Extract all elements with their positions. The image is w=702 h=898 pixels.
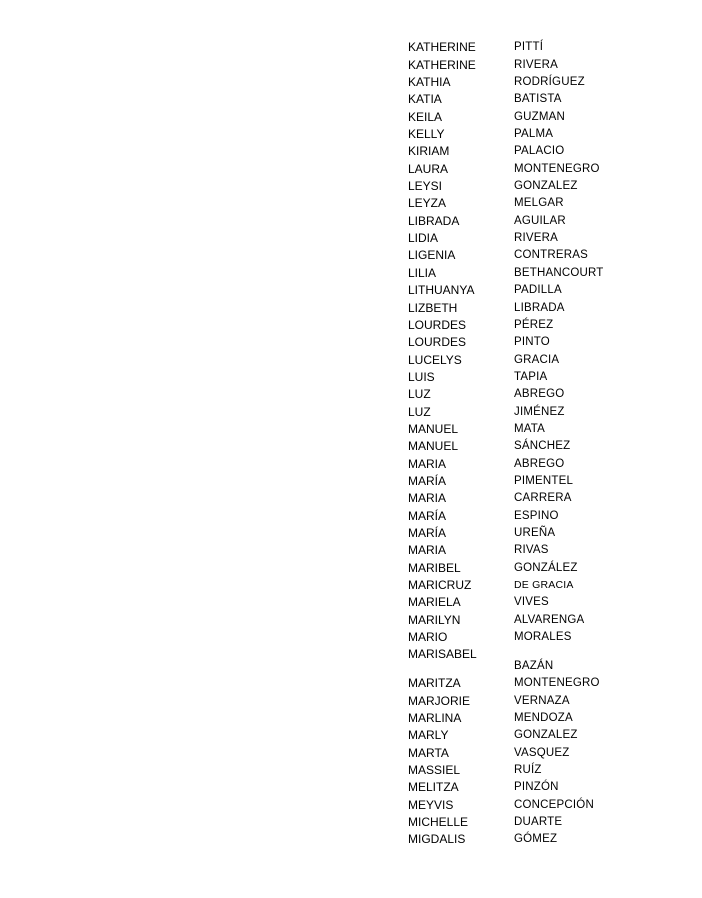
name-row — [408, 158, 668, 175]
last-name: SÁNCHEZ — [514, 440, 571, 453]
first-name: KATIA — [408, 92, 442, 107]
name-row — [408, 245, 668, 262]
last-name: BATISTA — [514, 93, 562, 106]
name-row — [408, 401, 668, 418]
first-name: MEYVIS — [408, 797, 454, 812]
last-name: GONZALEZ — [514, 729, 578, 742]
last-name: ALVARENGA — [514, 613, 585, 626]
name-row — [408, 575, 668, 592]
name-row — [408, 54, 668, 71]
name-row — [408, 725, 668, 742]
first-name: KATHERINE — [408, 40, 476, 55]
name-row — [408, 37, 668, 54]
name-row — [408, 141, 668, 158]
last-name: TAPIA — [514, 370, 548, 383]
name-row — [408, 297, 668, 314]
last-name: MONTENEGRO — [514, 162, 600, 175]
first-name: MARLINA — [408, 711, 462, 726]
name-row — [408, 673, 668, 690]
first-name: LUZ — [408, 387, 431, 402]
first-name: MELITZA — [408, 780, 459, 795]
first-name: LIGENIA — [408, 248, 456, 263]
name-row — [408, 315, 668, 332]
first-name: KATHERINE — [408, 57, 476, 72]
last-name: DUARTE — [514, 816, 563, 829]
first-name: MASSIEL — [408, 763, 461, 778]
last-name: MORALES — [514, 631, 572, 644]
last-name: RUÍZ — [514, 764, 542, 777]
name-list — [408, 37, 668, 846]
first-name: LOURDES — [408, 335, 467, 350]
last-name: RIVAS — [514, 544, 549, 557]
first-name: MANUEL — [408, 439, 459, 454]
name-row — [408, 471, 668, 488]
first-name: LEYSI — [408, 179, 443, 194]
last-name: MENDOZA — [514, 712, 573, 725]
last-name: VASQUEZ — [514, 746, 570, 759]
name-row — [408, 505, 668, 522]
first-name: MARILYN — [408, 612, 461, 627]
last-name: MATA — [514, 422, 546, 435]
first-name: LOURDES — [408, 317, 467, 332]
first-name: LUCELYS — [408, 352, 462, 367]
name-row — [408, 540, 668, 557]
last-name: PITTÍ — [514, 41, 544, 54]
name-row — [408, 176, 668, 193]
name-row — [408, 210, 668, 227]
last-name: AGUILAR — [514, 214, 566, 227]
last-name: PALACIO — [514, 145, 565, 158]
name-row — [408, 280, 668, 297]
last-name: MONTENEGRO — [514, 677, 600, 690]
last-name: GUZMAN — [514, 110, 566, 123]
first-name: LUZ — [408, 404, 431, 419]
last-name: PIMENTEL — [514, 474, 574, 487]
first-name: MARIA — [408, 543, 447, 558]
last-name: GONZALEZ — [514, 180, 578, 193]
first-name: KIRIAM — [408, 144, 450, 159]
name-row — [408, 384, 668, 401]
name-row — [408, 72, 668, 89]
first-name: LIDIA — [408, 231, 439, 246]
name-row — [408, 708, 668, 725]
last-name: BAZÁN — [514, 660, 554, 673]
name-row — [408, 557, 668, 574]
last-name: RIVERA — [514, 58, 559, 71]
last-name: RODRÍGUEZ — [514, 76, 585, 89]
first-name: LILIA — [408, 265, 437, 280]
first-name: MARÍA — [408, 525, 447, 540]
first-name: MICHELLE — [408, 815, 469, 830]
first-name: MARIA — [408, 491, 447, 506]
first-name: MARJORIE — [408, 693, 471, 708]
last-name: VIVES — [514, 596, 549, 609]
name-row — [408, 777, 668, 794]
first-name: MARIBEL — [408, 560, 461, 575]
first-name: MARICRUZ — [408, 578, 472, 592]
first-name: KEILA — [408, 109, 443, 124]
last-name: PALMA — [514, 128, 554, 141]
name-row — [408, 742, 668, 759]
name-row — [408, 89, 668, 106]
name-row — [408, 488, 668, 505]
name-row — [408, 124, 668, 141]
first-name: MARITZA — [408, 676, 461, 691]
last-name: GÓMEZ — [514, 833, 558, 846]
first-name: MARIA — [408, 456, 447, 471]
last-name: PÉREZ — [514, 318, 554, 331]
last-name: GONZÁLEZ — [514, 561, 578, 574]
name-row — [408, 367, 668, 384]
first-name: MARÍA — [408, 508, 447, 523]
last-name: LIBRADA — [514, 301, 565, 314]
last-name: ABREGO — [514, 457, 565, 470]
last-name: MELGAR — [514, 197, 564, 210]
name-row — [408, 794, 668, 811]
first-name: LUIS — [408, 369, 435, 384]
name-row — [408, 228, 668, 245]
last-name: BETHANCOURT — [514, 266, 604, 279]
last-name: CONTRERAS — [514, 249, 589, 262]
name-row — [408, 332, 668, 349]
first-name: MARTA — [408, 745, 449, 760]
last-name: PINTO — [514, 336, 550, 349]
first-name: KELLY — [408, 127, 445, 142]
first-name: LITHUANYA — [408, 283, 475, 298]
first-name: MARIO — [408, 630, 448, 645]
last-name: PADILLA — [514, 284, 562, 297]
last-name: VERNAZA — [514, 694, 570, 707]
first-name: MIGDALIS — [408, 832, 466, 847]
first-name: MARIELA — [408, 595, 461, 610]
first-name: MARLY — [408, 728, 449, 743]
name-row — [408, 609, 668, 626]
last-name: ABREGO — [514, 388, 565, 401]
name-row — [408, 760, 668, 777]
first-name: MARISABEL — [408, 647, 477, 662]
name-row — [408, 106, 668, 123]
last-name: GRACIA — [514, 353, 560, 366]
last-name: RIVERA — [514, 232, 559, 245]
name-row — [408, 419, 668, 436]
first-name: MANUEL — [408, 421, 459, 436]
last-name: UREÑA — [514, 526, 556, 539]
last-name: CONCEPCIÓN — [514, 798, 594, 811]
name-row — [408, 690, 668, 707]
first-name: LEYZA — [408, 196, 447, 211]
name-row — [408, 349, 668, 366]
last-name: ESPINO — [514, 509, 559, 522]
name-row — [408, 829, 668, 846]
name-row — [408, 453, 668, 470]
last-name: DE GRACIA — [514, 579, 574, 591]
name-row — [408, 627, 668, 644]
name-row — [408, 436, 668, 453]
first-name: MARÍA — [408, 473, 447, 488]
name-row — [408, 644, 668, 673]
name-row — [408, 523, 668, 540]
name-row — [408, 262, 668, 279]
name-row — [408, 592, 668, 609]
first-name: LIZBETH — [408, 300, 458, 315]
first-name: KATHIA — [408, 75, 451, 90]
name-row — [408, 193, 668, 210]
last-name: PINZÓN — [514, 781, 559, 794]
first-name: LAURA — [408, 161, 449, 176]
last-name: CARRERA — [514, 492, 572, 505]
last-name: JIMÉNEZ — [514, 405, 565, 418]
name-row — [408, 812, 668, 829]
first-name: LIBRADA — [408, 213, 460, 228]
